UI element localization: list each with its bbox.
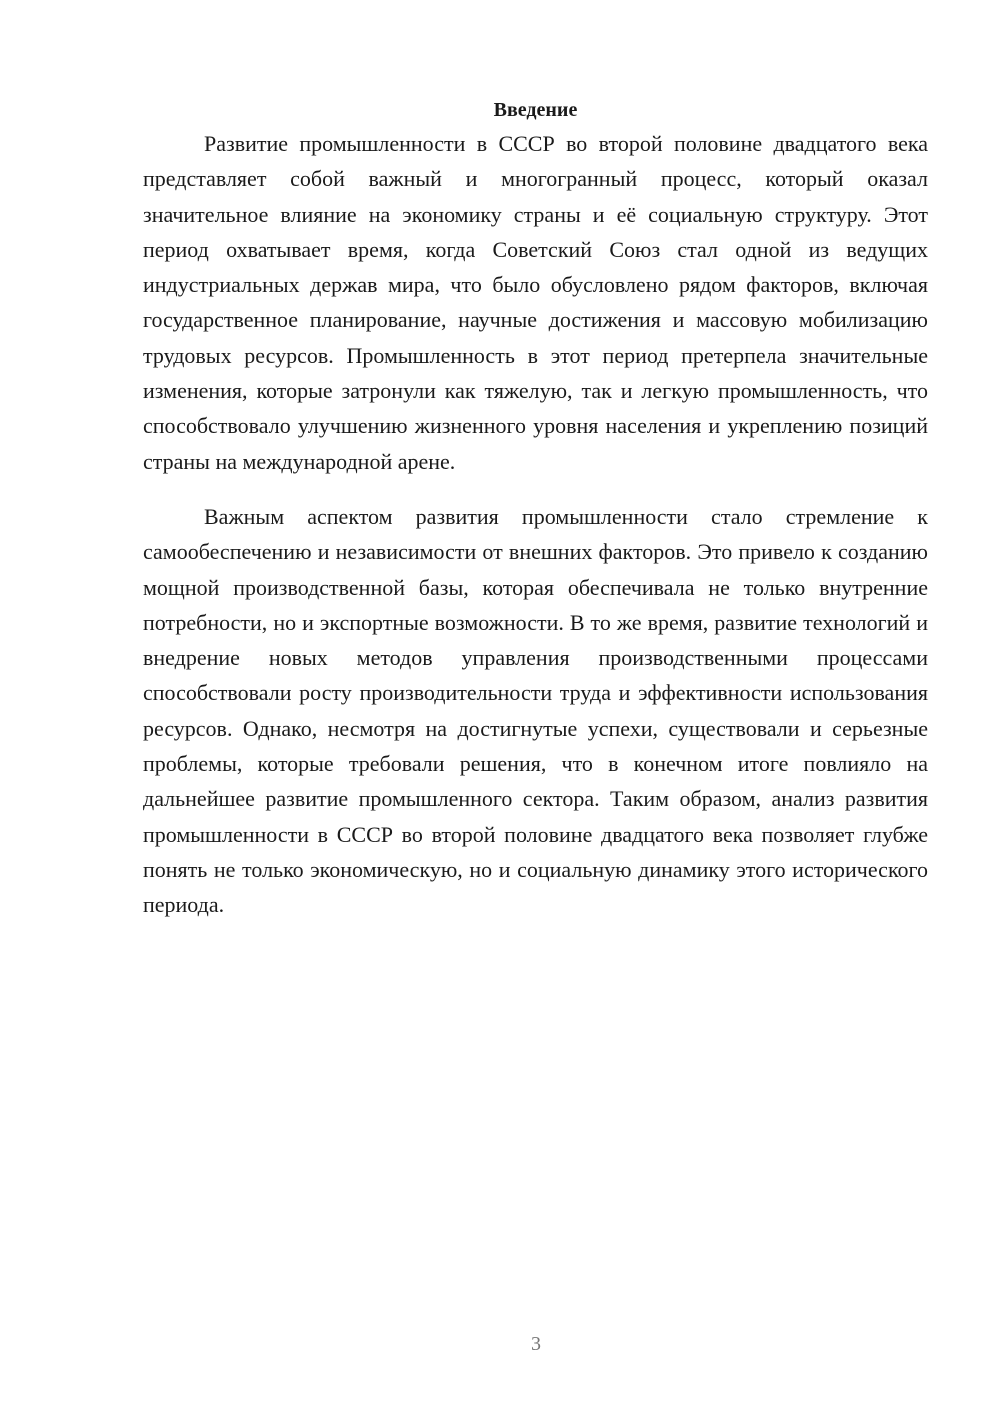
page-number: 3 [531, 1333, 541, 1355]
paragraph-2: Важным аспектом развития промышленности стало стремление к самообеспечению и независимости от внешних факторов. Это привело к созданию мощной производственной базы, которая обеспечивала не только внутренние потребности, но и экспортные возможности. В то же время, развитие технологий и внедрение новых методов управления производственными процессами способствовали росту производительности труда и эффективности использования ресурсов. Однако, несмотря на достигнутые успехи, существовали и серьезные проблемы, которые требовали решения, что в конечном итоге повлияло на дальнейшее развитие промышленного сектора. Таким образом, анализ развития промышленности в СССР во второй половине двадцатого века позволяет глубже понять не только экономическую, но и социальную динамику этого исторического периода. [143, 503, 928, 918]
page-content [143, 94, 928, 923]
paragraph-1: Развитие промышленности в СССР во второй половине двадцатого века представляет собой важный и многогранный процесс, который оказал значительное влияние на экономику страны и её социальную структуру. Этот период охватывает время, когда Советский Союз стал одной из ведущих индустриальных держав мира, что было обусловлено рядом факторов, включая государственное планирование, научные достижения и массовую мобилизацию трудовых ресурсов. Промышленность в этот период претерпела значительные изменения, которые затронули как тяжелую, так и легкую промышленность, что способствовало улучшению жизненного уровня населения и укреплению позиций страны на международной арене. [143, 131, 928, 474]
section-heading: Введение [493, 99, 578, 121]
